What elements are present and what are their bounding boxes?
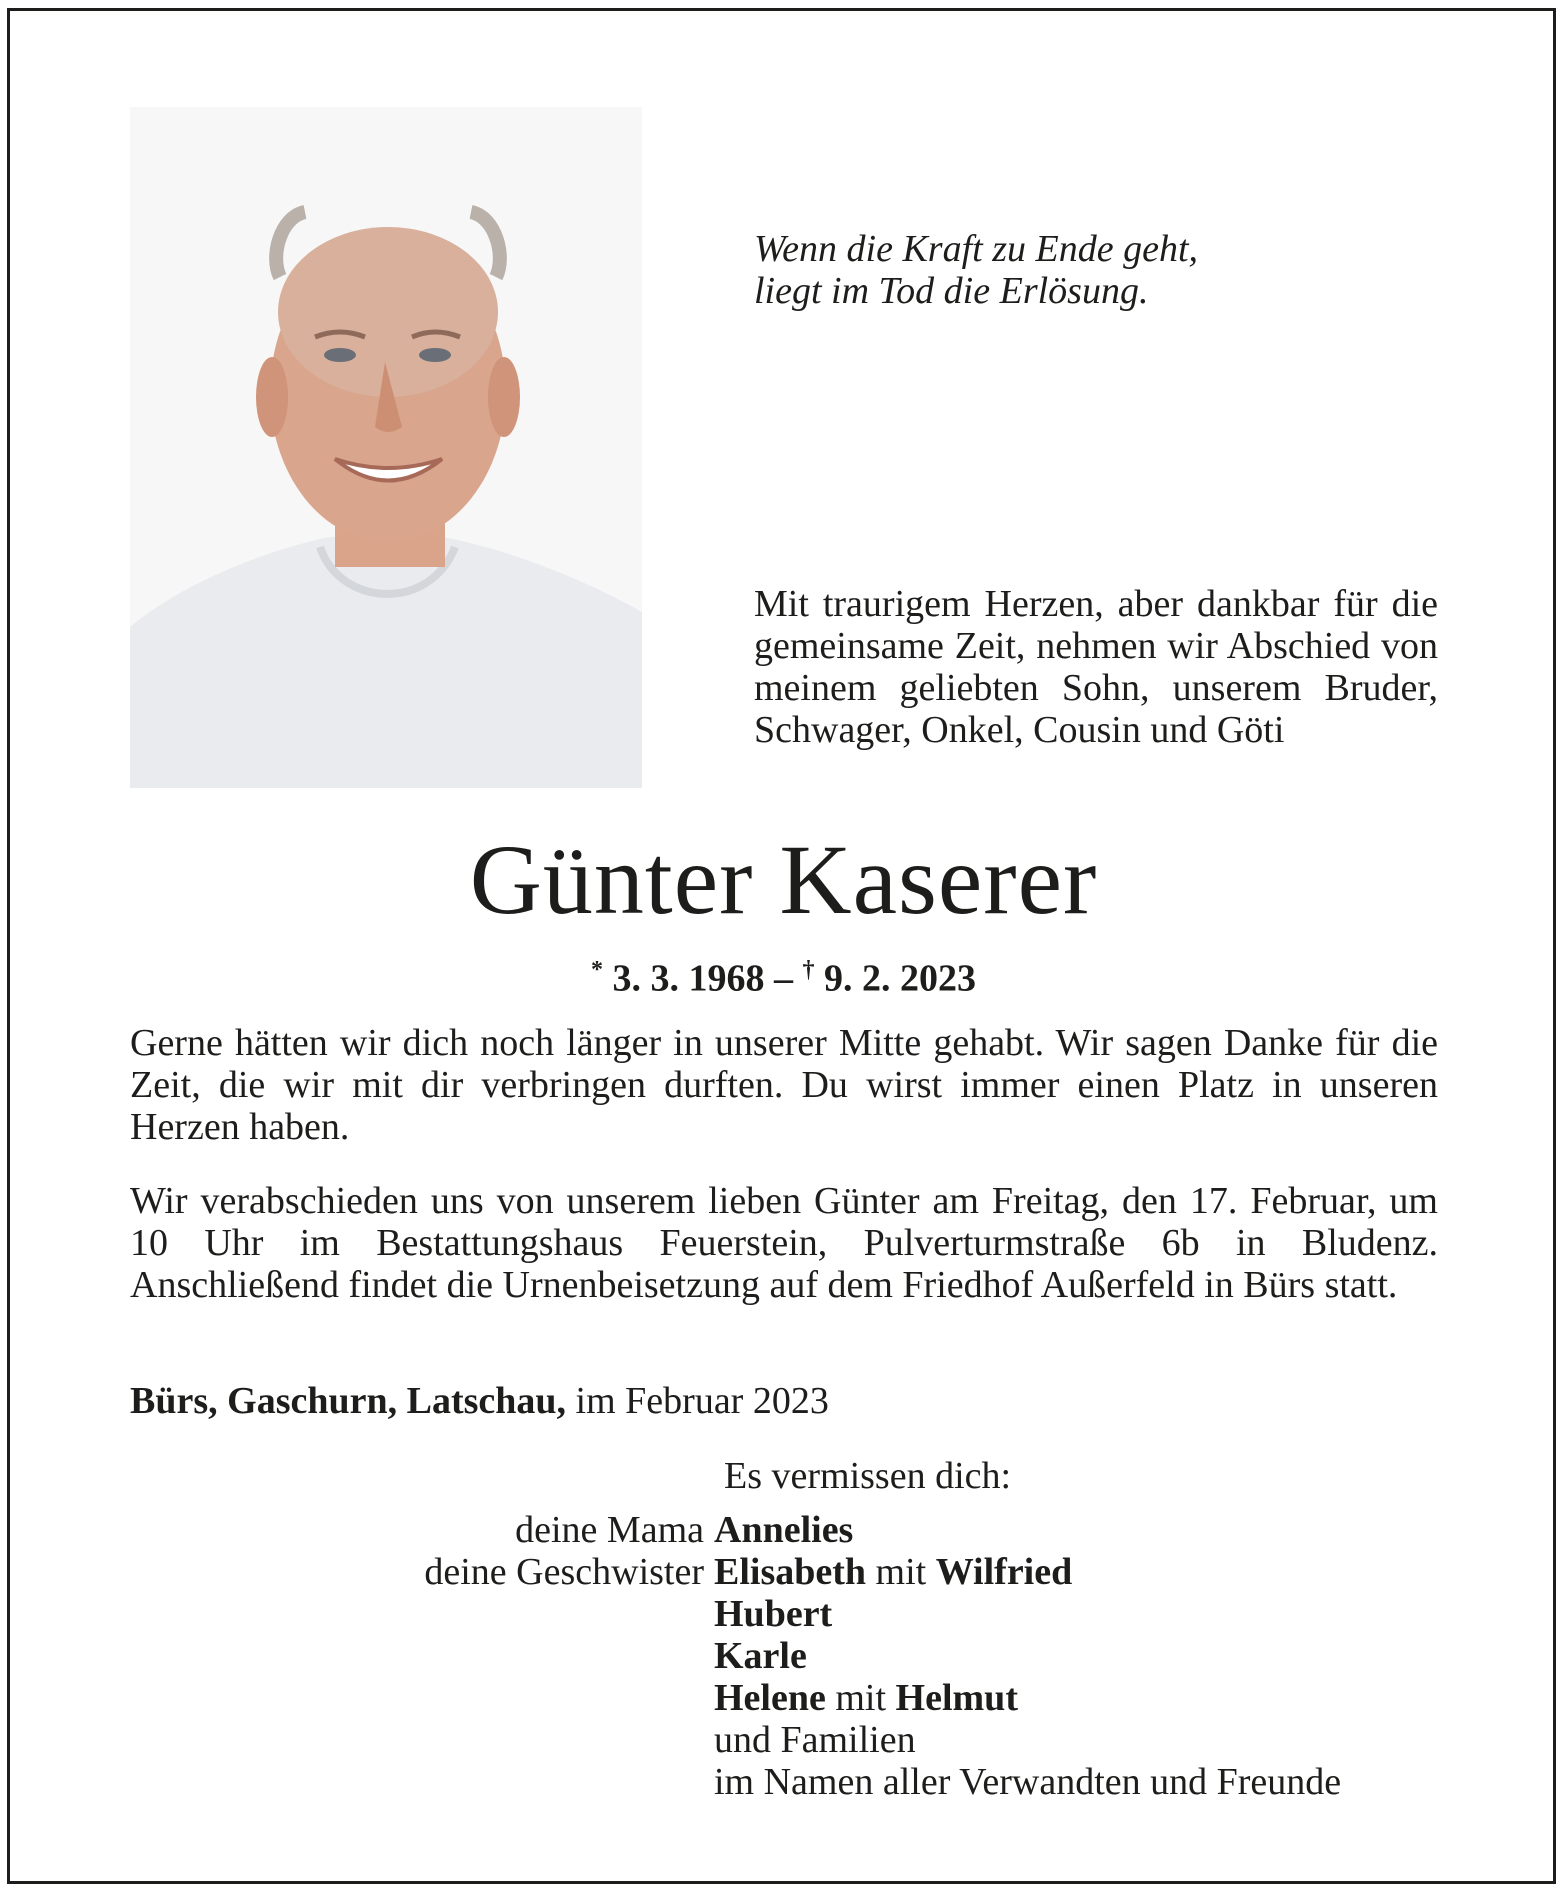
mourner-row <box>130 1551 1438 1593</box>
place-towns: Bürs, Gaschurn, Latschau, <box>130 1380 567 1422</box>
mourner-relation <box>130 1593 714 1635</box>
date-dash: – <box>764 957 803 1000</box>
intro-text: Mit traurigem Herzen, aber dankbar für die gemeinsame Zeit, nehmen wir Abschied von meinem geliebten Sohn, unserem Bruder, Schwager, Onkel, Cousin und Göti <box>754 583 1438 751</box>
mourner-name: Helmut <box>895 1677 1018 1719</box>
mourner-row <box>130 1509 1438 1551</box>
deceased-name: Günter Kaserer <box>469 824 1098 935</box>
place-date: im Februar 2023 <box>566 1380 829 1422</box>
mourner-connector: im Namen aller Verwandten und Freunde <box>714 1761 1342 1803</box>
mourner-relation: deine Geschwister <box>424 1551 704 1593</box>
mourner-name: Hubert <box>714 1593 833 1635</box>
mourner-row <box>130 1593 1438 1635</box>
mourner-row <box>130 1719 1438 1761</box>
mourners-header: Es vermissen dich: <box>724 1455 1012 1497</box>
mourner-relation <box>130 1677 714 1719</box>
motto-line-2: liegt im Tod die Erlösung. <box>754 270 1149 312</box>
mourner-relation <box>130 1719 714 1761</box>
mourner-name: Helene <box>714 1677 826 1719</box>
death-symbol: † <box>802 957 815 983</box>
mourner-name: Annelies <box>714 1509 854 1551</box>
mourner-relation: deine Mama <box>515 1509 704 1551</box>
ceremony-paragraph: Wir verabschieden uns von unserem lieben Günter am Freitag, den 17. Februar, um 10 Uhr im Bestattungshaus Feuerstein, Pulverturmstraße 6b in Bludenz. Anschließend findet die Urnenbeisetzung auf dem Friedhof Außerfeld in Bürs statt. <box>130 1180 1438 1306</box>
birth-symbol: * <box>591 957 603 983</box>
mourner-row <box>130 1677 1438 1719</box>
mourner-connector: mit <box>825 1677 896 1719</box>
portrait-image <box>130 107 642 788</box>
mourner-row <box>130 1761 1438 1803</box>
mourner-names <box>714 1551 1438 1593</box>
mourner-names <box>714 1719 1438 1761</box>
mourner-name: Wilfried <box>935 1551 1073 1593</box>
place-date-line <box>130 1380 1438 1422</box>
birth-date: 3. 3. 1968 <box>612 957 765 1000</box>
motto-quote <box>754 228 1314 312</box>
mourner-connector: und Familien <box>714 1719 916 1761</box>
death-date: 9. 2. 2023 <box>824 957 976 1000</box>
mourner-name: Karle <box>714 1635 807 1677</box>
mourner-names <box>714 1677 1438 1719</box>
mourner-names <box>714 1593 1438 1635</box>
mourner-name: Elisabeth <box>714 1551 867 1593</box>
mourner-names <box>714 1761 1438 1803</box>
mourner-names <box>714 1635 1438 1677</box>
mourner-names <box>714 1509 1438 1551</box>
life-dates <box>0 945 1567 1004</box>
portrait-photo <box>130 107 642 788</box>
mourner-relation <box>130 1761 714 1803</box>
mourner-row <box>130 1635 1438 1677</box>
mourners-list <box>130 1509 1438 1803</box>
mourner-connector: mit <box>866 1551 936 1593</box>
motto-line-1: Wenn die Kraft zu Ende geht, <box>754 228 1198 270</box>
farewell-paragraph: Gerne hätten wir dich noch länger in unserer Mitte gehabt. Wir sagen Danke für die Zeit, die wir mit dir verbringen durften. Du wirst immer einen Platz in unseren Herzen haben. <box>130 1022 1438 1148</box>
mourner-relation <box>130 1635 714 1677</box>
